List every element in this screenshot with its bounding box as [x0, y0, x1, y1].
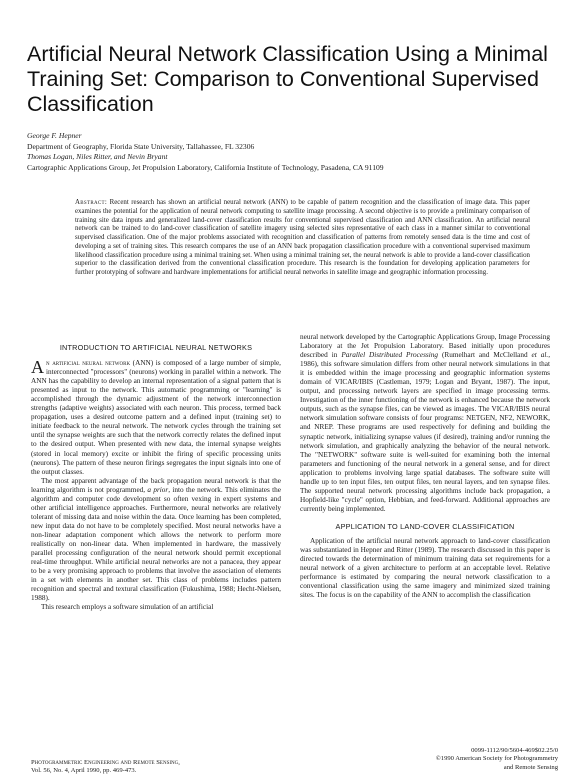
intro-p2-text-b: , into the network. This eliminates the algorithm and computer code development so often vexing in expert systems and other artificial intelligence approaches. Furthermore, neural networks are relatively tolerant of missing data and noise within the data. Once learning has been completed, new input data do not have to be completely specified. Most neural networks have a non-linear adaptation component which allows the network to perform more realistically on non-linear data. When implemented in hardware, the massively parallel processing configuration of the neural network should permit exceptional real-time throughput. While artificial neural networks are not a panacea, they appear to be a very promising approach to problems that involve the association of elements in a set with elements in another set. This class of problems includes pattern recognition and spectral and textural classification (Fukushima, 1988; Hecht-Nielsen, 1988).: [31, 485, 281, 603]
author-names-1: George F. Hepner: [27, 131, 82, 140]
issn-code: 0099-1112/90/5604-469$02.25/0: [471, 747, 558, 754]
right-p1-italic: Parallel Distributed Processing: [341, 351, 438, 360]
abstract-label: Abstract:: [75, 199, 108, 206]
right-column: [300, 333, 550, 753]
intro-p1-text: (ANN) is composed of a large number of simple, interconnected "processors" (neurons) working in parallel within a network. The ANN has the capability to develop an internal representation of a signal pattern that is presented as input to the network. This automatic programming or "learning" is accomplished through the dynamic adjustment of the network interconnection strengths (adaptive weights) associated with each neuron. This process, termed back propagation, uses a desired outcome pattern and a defined input (training set) to initiate feedback to the neural network. The network cycles through the training set until the synapse weights are such that the network correctly relates the defined input to the desired output. When presented with new data, the internal synapse weights (stored in local memory) excite or inhibit the firing of specific processing units (neurons). The pattern of these neuron firings segregates the input signals into one of the output classes.: [31, 359, 281, 476]
right-p1-etal: et al.: [531, 351, 549, 360]
intro-paragraph-2: [31, 477, 281, 604]
intro-paragraph-1: [31, 359, 281, 477]
copyright-line-1: ©1990 American Society for Photogrammetry: [435, 755, 558, 763]
author-block: [27, 131, 572, 173]
intro-lead: n artificial neural network: [46, 359, 131, 368]
right-paragraph-1: [300, 333, 550, 514]
intro-paragraph-3: This research employs a software simulation of an artificial: [41, 603, 214, 612]
copyright-block: [436, 747, 558, 772]
section-heading-intro: INTRODUCTION TO ARTIFICIAL NEURAL NETWORKS: [59, 343, 253, 352]
intro-p2-text-a: The most apparent advantage of the back propagation neural network is that the learning algorithm is not programmed,: [31, 476, 281, 494]
journal-name: Photogrammetric Engineering and Remote Sensing,: [31, 759, 180, 766]
right-p1-text-b: (Rumelhart and McClelland: [438, 351, 532, 360]
intro-p2-italic: a prior: [147, 485, 169, 494]
journal-citation: [31, 759, 180, 776]
journal-volume: Vol. 56, No. 4, April 1990, pp. 469-473.: [31, 767, 137, 775]
copyright-line-2: and Remote Sensing: [503, 763, 558, 771]
paper-title: Artificial Neural Network Classification Using a Minimal Training Set: Comparison to Conventional Supervised Classification: [27, 42, 548, 116]
right-p1-text-c: , 1986), this software simulation differs from other neural network simulations in that it is embedded within the image processing and geographic information systems domain of VICAR/IBIS (Castleman, 1979; Logan and Bryant, 1987). The input, output, and processing network layers are specified in image processing terms. Investigation of the inner functioning of the network is enhanced because the network outputs, such as the synapse files, can be viewed as images. The VICAR/IBIS neural network simulation software consists of four programs: NETGEN, NF2, NEWORK, and NREP. These programs are used respectively for defining and building the synaptic network, initializing synapse values (if desired), training and/or running the network simulation, and graphically analyzing the behavior of the neural network. The "NETWORK" software suite is well-suited for examining both the internal parameters and functioning of the neural network in a general sense, and for direct application to problems involving large spatial databases. The software suite will handle up to ten input files, ten output files, ten neural layers, and ten synapse files. The supported neural network processing algorithms include back propagation, a Hopfield-like "cycle" option, Hebbian, and feed-forward. Additional approaches are currently being implemented.: [300, 351, 550, 513]
application-paragraph-1: Application of the artificial neural network approach to land-cover classification was substantiated in Hepner and Ritter (1989). The research discussed in this paper is directed towards the determination of minimum training data set requirements for a neural network of a given architecture to perform at an acceptable level. Relative performance is estimated by comparing the neural network classification to a conventional classification using the same imagery and minimized sized training sites. The focus is on the capability of the ANN to accomplish the classification: [300, 536, 550, 600]
right-p1-text-a: neural network developed by the Cartographic Applications Group, Image Processing Laboratory at the Jet Propulsion Laboratory. Based initially upon procedures described in: [300, 333, 550, 360]
section-heading-application: APPLICATION TO LAND-COVER CLASSIFICATION: [335, 521, 515, 531]
author-affiliation-2: Cartographic Applications Group, Jet Propulsion Laboratory, California Institute of Technology, Pasadena, CA 91109: [27, 162, 384, 172]
abstract: [75, 199, 530, 278]
drop-cap: A: [31, 357, 44, 378]
abstract-text: Recent research has shown an artificial neural network (ANN) to be capable of pattern recognition and the classification of image data. This paper examines the potential for the application of neural network computing to satellite image processing. A second objective is to provide a preliminary comparison of training site data inputs and generalized land-cover classification results for conventional supervised classification and ANN classification. An artificial neural network can be trained to do land-cover classification of satellite imagery using selected sites representative of each class in a manner similar to conventional supervised classification. One of the major problems associated with recognition and classification of patterns from remotely sensed data is the time and cost of developing a set of training sites. This research compares the use of an ANN back propagation classification procedure with a conventional supervised maximum likelihood classification procedure using a minimal training set. When using a minimal training set, the neural network is able to provide a land-cover classification superior to the classification derived from the conventional classification procedure. This research is the foundation for developing application parameters for further prototyping of software and hardware implementations for artificial neural networks in satellite image and geographic information processing.: [75, 199, 530, 276]
author-affiliation-1: Department of Geography, Florida State University, Tallahassee, FL 32306: [27, 141, 255, 151]
left-column: [31, 343, 281, 754]
author-names-2: Thomas Logan, Niles Ritter, and Nevin Bryant: [27, 152, 168, 162]
